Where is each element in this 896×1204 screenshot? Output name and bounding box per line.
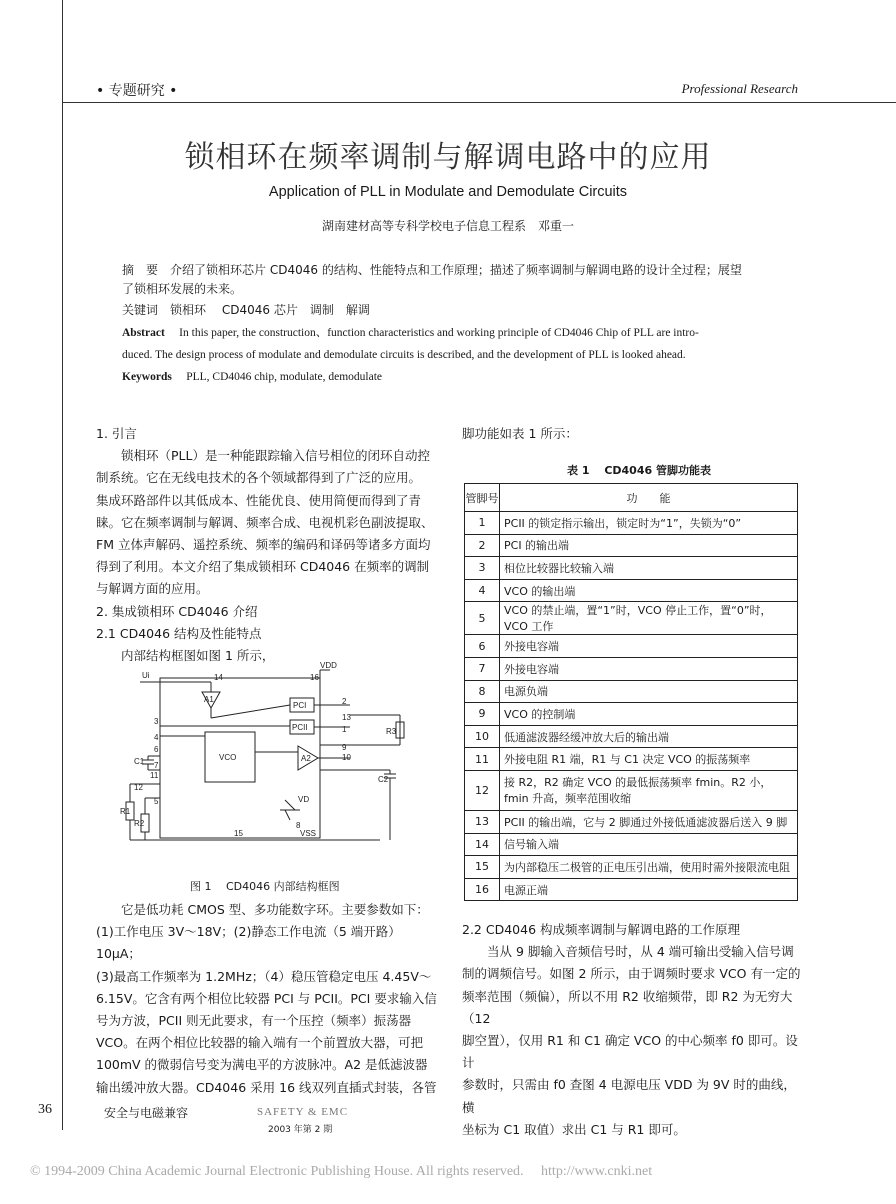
pin-function: 接 R2，R2 确定 VCO 的最低振荡频率 fmin。R2 小，fmin 升高，频率范围收缩 [500, 770, 798, 810]
copyright-line: © 1994-2009 China Academic Journal Electronic Publishing House. All rights reserved. http://www.cnki.net [30, 1164, 653, 1179]
table-row [465, 512, 798, 535]
label-r2: R2 [134, 819, 145, 828]
pin-13: 13 [342, 713, 351, 722]
keywords-label: 关键词 [122, 303, 159, 317]
abstract-text-2: 了锁相环发展的未来。 [122, 282, 243, 296]
pin-number: 1 [465, 512, 500, 535]
pin-10: 10 [342, 753, 351, 762]
pin-5: 5 [154, 797, 159, 806]
pin-function: 信号输入端 [500, 833, 798, 856]
table-row [465, 833, 798, 856]
pin-3: 3 [154, 717, 159, 726]
pin-function: 外接电阻 R1 端，R1 与 C1 决定 VCO 的振荡频率 [500, 748, 798, 771]
pin-1: 1 [342, 725, 347, 734]
heading-intro: 1. 引言 [96, 426, 137, 441]
table-row [465, 748, 798, 771]
pin-function: VCO 的禁止端，置“1”时，VCO 停止工作，置“0”时，VCO 工作 [500, 602, 798, 635]
keywords-text: 锁相环 CD4046 芯片 调制 解调 [170, 303, 370, 317]
pin-12: 12 [134, 783, 143, 792]
table-row [465, 557, 798, 580]
pin-number: 6 [465, 635, 500, 658]
keywords-en-text: PLL, CD4046 chip, modulate, demodulate [186, 371, 383, 383]
pin-function: PCII 的锁定指示输出，锁定时为“1”，失锁为“0” [500, 512, 798, 535]
label-ui: Ui [142, 671, 150, 680]
pin-8: 8 [296, 821, 301, 830]
table-row [465, 635, 798, 658]
pin-number: 3 [465, 557, 500, 580]
right-column-intro: 脚功能如表 1 所示： [462, 426, 578, 441]
pin-number: 9 [465, 703, 500, 726]
block-diagram [120, 660, 420, 850]
abstract-en-text: In this paper, the construction、function characteristics and working principle of CD4046 Chip of PLL are intro- [179, 327, 699, 339]
pin-function: 电源正端 [500, 878, 798, 901]
pin-function-table [464, 483, 798, 901]
table-row [465, 703, 798, 726]
pin-9: 9 [342, 743, 347, 752]
pin-number: 8 [465, 680, 500, 703]
pin-function: PCII 的输出端，它与 2 脚通过外接低通滤波器后送入 9 脚 [500, 810, 798, 833]
pin-number: 2 [465, 534, 500, 557]
pin-number: 7 [465, 657, 500, 680]
label-pcii: PCII [292, 723, 308, 732]
label-vco: VCO [219, 753, 237, 762]
heading-cd4046: 2. 集成锁相环 CD4046 介绍 [96, 603, 258, 619]
author-line: 湖南建材高等专科学校电子信息工程系 邓重一 [321, 219, 574, 233]
table-header-function: 功 能 [500, 484, 798, 512]
pin-function: 外接电容端 [500, 657, 798, 680]
pin-number: 13 [465, 810, 500, 833]
table-caption: 表 1 CD4046 管脚功能表 [567, 464, 711, 477]
label-c1: C1 [134, 757, 145, 766]
table-row [465, 579, 798, 602]
table-row [465, 810, 798, 833]
abstract-cn [122, 261, 802, 320]
pin-number: 11 [465, 748, 500, 771]
pin-function: 电源负端 [500, 680, 798, 703]
label-r1: R1 [120, 807, 131, 816]
pin-number: 5 [465, 602, 500, 635]
label-vd: VD [298, 795, 310, 804]
table-header-pin: 管脚号 [465, 484, 500, 512]
page-number: 36 [38, 1102, 52, 1117]
paragraph-params: 它是低功耗 CMOS 型、多功能数字环。主要参数如下： (1)工作电压 3V～18V；(2)静态工作电流（5 端开路）10μA； (3)最高工作频率为 1.2MHz；（4）稳压管稳定电压 4.45V～ 6.15V。它含有两个相位比较器 PCI 与 PCII。PCI 要求输入信 号为方波，PCII 则无此要求，有一个压控（频率）振荡器 VCO。在两个相位比较器的输入端有一个前置放大器，可把 100mV 的微弱信号变为满电平的方波脉冲。A2 是低滤波器 输出缓冲放大器。CD4046 采用 16 线双列直插式封装，各管 [96, 902, 437, 1095]
label-pci: PCI [293, 701, 307, 710]
pin-7: 7 [154, 761, 159, 770]
pin-number: 12 [465, 770, 500, 810]
left-column-continued [96, 899, 441, 1099]
abstract-label: 摘 要 [122, 263, 159, 277]
label-r3: R3 [386, 727, 397, 736]
pin-function: VCO 的输出端 [500, 579, 798, 602]
journal-tag: Professional Research [681, 81, 798, 96]
pin-number: 4 [465, 579, 500, 602]
pin-11: 11 [150, 771, 159, 780]
left-column [96, 423, 441, 667]
pin-function: 外接电容端 [500, 635, 798, 658]
pin-function: 相位比较器比较输入端 [500, 557, 798, 580]
abstract-en-label: Abstract [122, 327, 165, 339]
pin-number: 14 [465, 833, 500, 856]
section-label: • 专题研究 • [96, 83, 178, 99]
footer-journal-en: SAFETY & EMC [257, 1106, 349, 1118]
pin-2: 2 [342, 697, 347, 706]
paragraph-fig-ref: 内部结构框图如图 1 所示， [121, 648, 275, 664]
right-column-text [462, 919, 802, 1141]
label-a1: A1 [204, 695, 214, 704]
pin-function: 低通滤波器经缓冲放大后的输出端 [500, 725, 798, 748]
footer-journal-cn: 安全与电磁兼容 [104, 1106, 189, 1120]
table-row [465, 856, 798, 879]
table-row [465, 657, 798, 680]
table-header-row [465, 484, 798, 512]
pin-function: 为内部稳压二极管的正电压引出端，使用时需外接限流电阻 [500, 856, 798, 879]
figure-block-diagram [120, 660, 420, 850]
table-row [465, 680, 798, 703]
abstract-en-text-2: duced. The design process of modulate and demodulate circuits is described, and the development of PLL is looked ahead. [122, 349, 686, 361]
label-vdd: VDD [320, 661, 337, 670]
pin-function: VCO 的控制端 [500, 703, 798, 726]
abstract-en [122, 322, 802, 388]
table-row [465, 725, 798, 748]
label-vss: VSS [300, 829, 317, 838]
article-title: 锁相环在频率调制与解调电路中的应用 [184, 140, 712, 175]
pin-4: 4 [154, 733, 159, 742]
paragraph-principle: 当从 9 脚输入音频信号时，从 4 端可输出受输入信号调 制的调频信号。如图 2 所示，由于调频时要求 VCO 有一定的 频率范围（频偏），所以不用 R2 收缩频带，即 R2 为无穷大（12 脚空置），仅用 R1 和 C1 确定 VCO 的中心频率 f0 即可。设计 参数时，只需由 f0 查图 4 电源电压 VDD 为 9V 时的曲线，横 坐标为 C1 取值）求出 C1 与 R1 即可。 [462, 944, 801, 1137]
pin-number: 16 [465, 878, 500, 901]
paragraph-intro: 锁相环（PLL）是一种能跟踪输入信号相位的闭环自动控 制系统。它在无线电技术的各个领域都得到了广泛的应用。 集成环路部件以其低成本、性能优良、使用简便而得到了青 睐。它在频率调制与解调、频率合成、电视机彩色副波提取、 FM 立体声解码、遥控系统、频率的编码和译码等诸多方面均 得到了利用。本文介绍了集成锁相环 CD4046 在频率的调制 与解调方面的应用。 [96, 448, 434, 597]
figure-caption: 图 1 CD4046 内部结构框图 [190, 880, 340, 893]
footer-issue: 2003 年第 2 期 [268, 1125, 333, 1135]
pin-number: 15 [465, 856, 500, 879]
keywords-en-label: Keywords [122, 371, 172, 383]
label-a2: A2 [301, 754, 311, 763]
table-row [465, 770, 798, 810]
pin-15: 15 [234, 829, 243, 838]
article-title-en: Application of PLL in Modulate and Demodulate Circuits [268, 184, 628, 200]
pin-function: PCI 的输出端 [500, 534, 798, 557]
pin-16: 16 [310, 673, 319, 682]
heading-principle: 2.2 CD4046 构成频率调制与解调电路的工作原理 [462, 922, 740, 937]
abstract-text: 介绍了锁相环芯片 CD4046 的结构、性能特点和工作原理；描述了频率调制与解调电路的设计全过程；展望 [170, 263, 742, 277]
header-rule [62, 102, 896, 103]
table-row [465, 534, 798, 557]
label-c2: C2 [378, 775, 389, 784]
pin-number: 10 [465, 725, 500, 748]
heading-structure: 2.1 CD4046 结构及性能特点 [96, 625, 262, 641]
table-row [465, 602, 798, 635]
pin-14: 14 [214, 673, 223, 682]
pin-6: 6 [154, 745, 159, 754]
table-row [465, 878, 798, 901]
